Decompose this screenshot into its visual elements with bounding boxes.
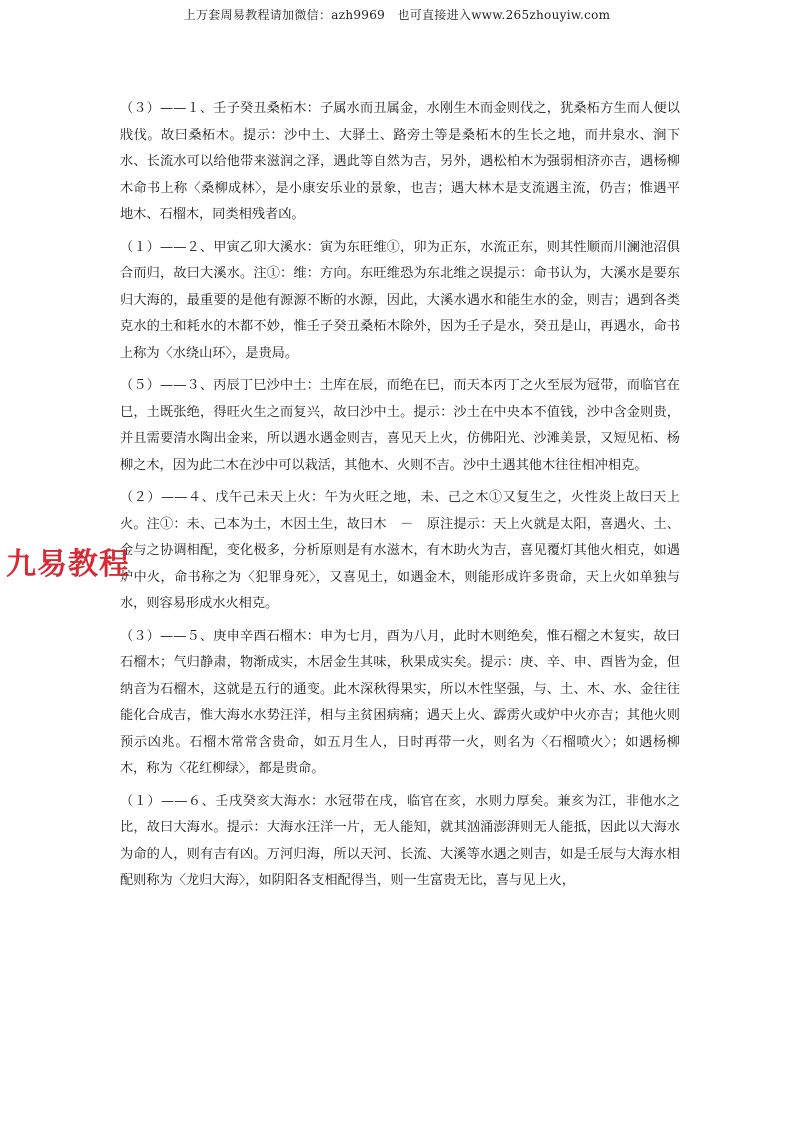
paragraph-3: （５）——３、丙辰丁巳沙中土：土库在辰，而绝在巳，而天本丙丁之火至辰为冠带，而临官在巳，土既张绝，得旺火生之而复兴，故曰沙中土。提示：沙土在中央本不值钱，沙中含金则贵，并且需要清水陶出金来，所以遇水遇金则吉，喜见天上火，仿佛阳光、沙滩美景，又短见柘、杨柳之木，因为此二木在沙中可以栽活，其他木、火则不吉。沙中土遇其他木往往相冲相克。 xyxy=(120,378,680,473)
paragraph-1: （３）——１、壬子癸丑桑柘木：子属水而丑属金，水刚生木而金则伐之，犹桑柘方生而人便以戕伐。故曰桑柘木。提示：沙中土、大驿土、路旁土等是桑柘木的生长之地，而井泉水、涧下水、长流水可以给他带来滋润之泽，遇此等自然为吉，另外，遇松柏木为强弱相济亦吉，遇杨柳木命书上称〈桑柳成林〉，是小康安乐业的景象，也吉；遇大林木是支流遇主流，仍吉；惟遇平地木、石榴木，同类相残者凶。 xyxy=(120,101,680,222)
paragraph-6: （１）——６、壬戌癸亥大海水：水冠带在戌，临官在亥，水则力厚矣。兼亥为江，非他水之比，故曰大海水。提示：大海水汪洋一片，无人能知，就其汹涌澎湃则无人能抵，因此以大海水为命的人，则有吉有凶。万河归海，所以天河、长流、大溪等水遇之则吉，如是壬辰与大海水相配则称为〈龙归大海〉，如阴阳各支相配得当，则一生富贵无比，喜与见上火， xyxy=(120,793,680,888)
page-header: 上万套周易教程请加微信：azh9969 也可直接进入www.265zhouyiw.com xyxy=(183,8,611,22)
paragraph-2: （１）——２、甲寅乙卯大溪水：寅为东旺维①，卯为正东，水流正东，则其性顺而川澜池沼俱合而归，故曰大溪水。注①：维：方向。东旺维恐为东北维之误提示：命书认为，大溪水是要东归大海的，最重要的是他有源源不断的水源，因此，大溪水遇水和能生水的金，则吉；遇到各类克水的土和耗水的木都不妙，惟壬子癸丑桑柘木除外，因为壬子是水，癸丑是山，再遇水，命书上称为〈水绕山环〉，是贵局。 xyxy=(120,239,680,361)
paragraph-5: （３）——５、庚申辛酉石榴木：申为七月，酉为八月，此时木则绝矣，惟石榴之木复实，故曰石榴木；气归静肃，物渐成实，木居金生其味，秋果成实矣。提示：庚、辛、申、酉皆为金，但纳音为石榴木，这就是五行的通变。此木深秋得果实，所以木性坚强，与、土、木、水、金往往能化合成吉，惟大海水水势汪洋，相与主贫困病痛；遇天上火、霹雳火或炉中火亦吉；其他火则预示凶兆。石榴木常常含贵命，如五月生人，日时再带一火，则名为〈石榴喷火〉；如遇杨柳木，称为〈花红柳绿〉，都是贵命。 xyxy=(120,628,680,776)
document-body xyxy=(120,96,680,901)
watermark-logo: 九易教程 xyxy=(6,547,130,582)
paragraph-4: （２）——４、戊午己未天上火：午为火旺之地，未、己之木①又复生之，火性炎上故曰天上火。注①：未、己本为土，木因土生，故曰木 － 原注提示：天上火就是太阳，喜遇火、土、金与之协调相配，变化极多，分析原则是有水滋木，有木助火为吉，喜见覆灯其他火相克，如遇炉中火，命书称之为〈犯罪身死〉，又喜见土，如遇金木，则能形成许多贵命，天上火如单独与水，则容易形成水火相克。 xyxy=(120,490,680,611)
